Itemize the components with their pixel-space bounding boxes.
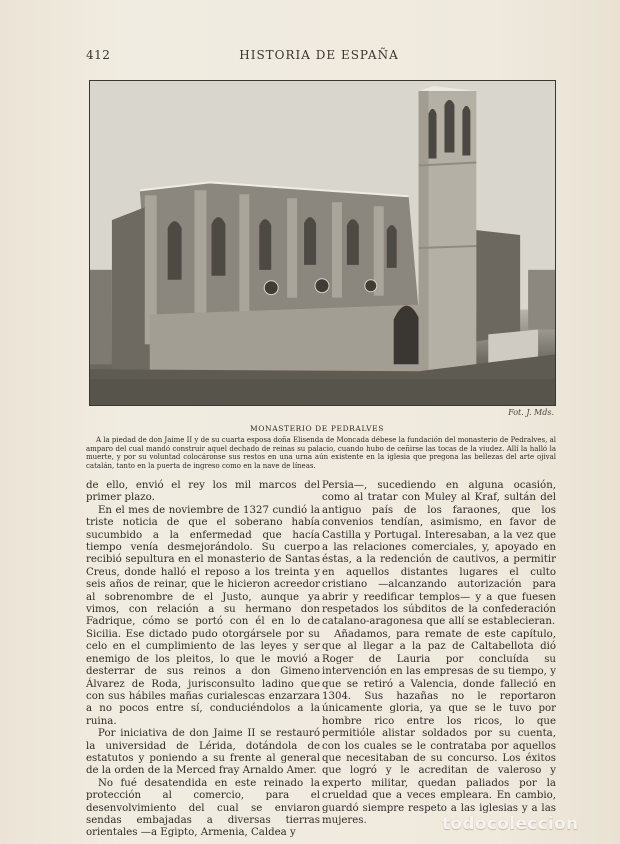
watermark: todocoleccion: [442, 814, 579, 834]
paragraph: Por iniciativa de don Jaime II se restauró la universidad de Lérida, dotándola de estatutos y poniendo a su frente al general de la orden de la Merced fray Arnaldo Amer.: [86, 728, 320, 777]
paragraph: Añadamos, para remate de este capítulo, que al llegar a la paz de Caltabellota dió Roger de Lauria por concluída su intervención en las empresas de su tiempo, y que se retiró a Valencia, donde falleció en 1304. Sus hazañas no le reportaron únicamente gloria, ya que se le tuvo por hombre rico entre los ricos, lo que permitióle alistar soldados por su cuenta, con los cuales se le contrataba por aquellos que necesitaban de su concurso. Los éxitos que logró y le acreditan de valeroso y experto militar, quedan paliados por la crueldad que a veces empleara. En cambio, guardó siempre respeto a las iglesias y a las mujeres.: [322, 628, 556, 826]
left-column: [86, 480, 320, 840]
monastery-illustration: [90, 81, 555, 405]
figure-caption: A la piedad de don Jaime II y de su cuarta esposa doña Elisenda de Moncada débese la fundación del monasterio de Pedralves, al amparo del cual mandó construir aquel dechado de reinas su palacio, cuando hubo de ceñirse las tocas de la viudez. Allí la halló la muerte, y por su voluntad colocáronse sus restos en una urna aún existente en la iglesia que pregona las bellezas del arte ojival catalán, tanto en la puerta de ingreso como en la nave de líneas.: [86, 436, 556, 470]
photo-credit: Fot. J. Mds.: [508, 408, 554, 417]
figure-title: MONASTERIO DE PEDRALVES: [250, 424, 384, 433]
monastery-photograph: [89, 80, 556, 406]
paragraph: Persia—, sucediendo en alguna ocasión, como al tratar con Muley al Kraf, sultán del antiguo país de los faraones, que los convenios tendían, asimismo, en favor de Castilla y Portugal. Interesaban, a la vez que a las relaciones comerciales, y, apoyado en éstas, a la redención de cautivos, a permitir en aquellos distantes lugares el culto cristiano —alcanzando autorización para abrir y reedificar templos— y a que fuesen respetados los súbditos de la confederación catalano-aragonesa que allí se establecieran.: [322, 480, 556, 628]
page-number: 412: [86, 48, 111, 62]
paragraph: En el mes de noviembre de 1327 cundió la triste noticia de que el soberano había sucumbido a la enfermedad que hacía tiempo venía desmejorándolo. Su cuerpo recibió sepultura en el monasterio de Santas Creus, donde halló el reposo a los treinta y seis años de reinar, que le hicieron acreedor al sobrenombre de el Justo, aunque ya vimos, con relación a su hermano don Fadrique, cómo se portó con él en lo de Sicilia. Ese dictado pudo otorgársele por su celo en el cumplimiento de las leyes y ser enemigo de los pleitos, lo que le movió a desterrar de sus reinos a don Gimeno Álvarez de Roda, jurisconsulto ladino que con sus hábiles mañas curialescas enzarzara a no pocos entre sí, conduciéndolos a la ruina.: [86, 504, 320, 727]
running-title: HISTORIA DE ESPAÑA: [239, 48, 399, 62]
paragraph: No fué desatendida en este reinado la protección al comercio, para el desenvolvimiento del cual se enviaron sendas embajadas a diversas tierras orientales —a Egipto, Armenia, Caldea y: [86, 777, 320, 839]
right-column: [322, 480, 556, 827]
paragraph: de ello, envió el rey los mil marcos del primer plazo.: [86, 480, 320, 504]
